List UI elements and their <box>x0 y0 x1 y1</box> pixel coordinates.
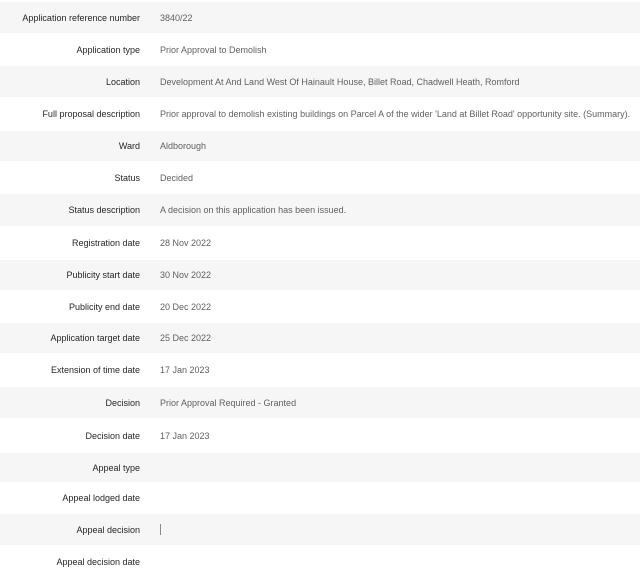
label-publicity-end-date: Publicity end date <box>68 301 140 312</box>
row-extension-of-time-date <box>0 353 640 387</box>
label-appeal-decision-date: Appeal decision date <box>56 556 140 567</box>
label-publicity-start-date: Publicity start date <box>66 270 140 280</box>
value-publicity-start-date: 30 Nov 2022 <box>160 270 212 280</box>
label-appeal-type: Appeal type <box>92 462 140 473</box>
text-cursor <box>160 524 161 535</box>
value-appeal-decision[interactable] <box>160 524 640 535</box>
row-publicity-start-date <box>0 260 640 290</box>
row-status-description <box>0 194 640 226</box>
value-application-reference-number: 3840/22 <box>160 12 193 23</box>
row-appeal-decision-date <box>0 545 640 578</box>
row-appeal-lodged-date <box>0 482 640 514</box>
row-registration-date <box>0 226 640 260</box>
row-location <box>0 66 640 97</box>
value-status-description: A decision on this application has been issued. <box>160 205 347 215</box>
value-extension-of-time-date: 17 Jan 2023 <box>160 365 210 375</box>
value-publicity-end-date: 20 Dec 2022 <box>160 301 212 312</box>
row-decision <box>0 387 640 418</box>
row-full-proposal-description <box>0 97 640 131</box>
value-ward: Aldborough <box>160 141 207 151</box>
label-registration-date: Registration date <box>71 238 140 248</box>
value-registration-date: 28 Nov 2022 <box>160 238 212 248</box>
label-appeal-lodged-date: Appeal lodged date <box>62 493 140 503</box>
label-location: Location <box>105 76 140 87</box>
label-decision: Decision <box>105 397 140 408</box>
label-application-type: Application type <box>76 44 140 55</box>
label-status: Status <box>114 172 140 183</box>
label-application-target-date: Application target date <box>50 333 140 343</box>
row-decision-date <box>0 418 640 453</box>
application-details-table <box>0 2 640 578</box>
row-appeal-decision <box>0 514 640 545</box>
row-application-target-date <box>0 323 640 353</box>
label-appeal-decision: Appeal decision <box>76 524 140 535</box>
label-application-reference-number: Application reference number <box>22 12 140 23</box>
row-status <box>0 161 640 194</box>
row-application-reference-number <box>0 2 640 33</box>
row-ward <box>0 131 640 161</box>
label-decision-date: Decision date <box>85 430 140 441</box>
row-application-type <box>0 33 640 66</box>
label-status-description: Status description <box>68 205 140 215</box>
label-ward: Ward <box>118 141 140 151</box>
value-full-proposal-description: Prior approval to demolish existing buildings on Parcel A of the wider 'Land at Billet Road' opportunity site. (Summary). <box>160 109 631 119</box>
row-publicity-end-date <box>0 290 640 323</box>
label-full-proposal-description: Full proposal description <box>42 109 140 119</box>
value-application-type: Prior Approval to Demolish <box>160 44 267 55</box>
value-status: Decided <box>160 172 194 183</box>
value-location: Development At And Land West Of Hainault House, Billet Road, Chadwell Heath, Romford <box>160 76 520 87</box>
value-decision: Prior Approval Required - Granted <box>160 397 297 408</box>
value-application-target-date: 25 Dec 2022 <box>160 333 212 343</box>
row-appeal-type <box>0 453 640 482</box>
value-decision-date: 17 Jan 2023 <box>160 430 210 441</box>
label-extension-of-time-date: Extension of time date <box>50 365 140 375</box>
